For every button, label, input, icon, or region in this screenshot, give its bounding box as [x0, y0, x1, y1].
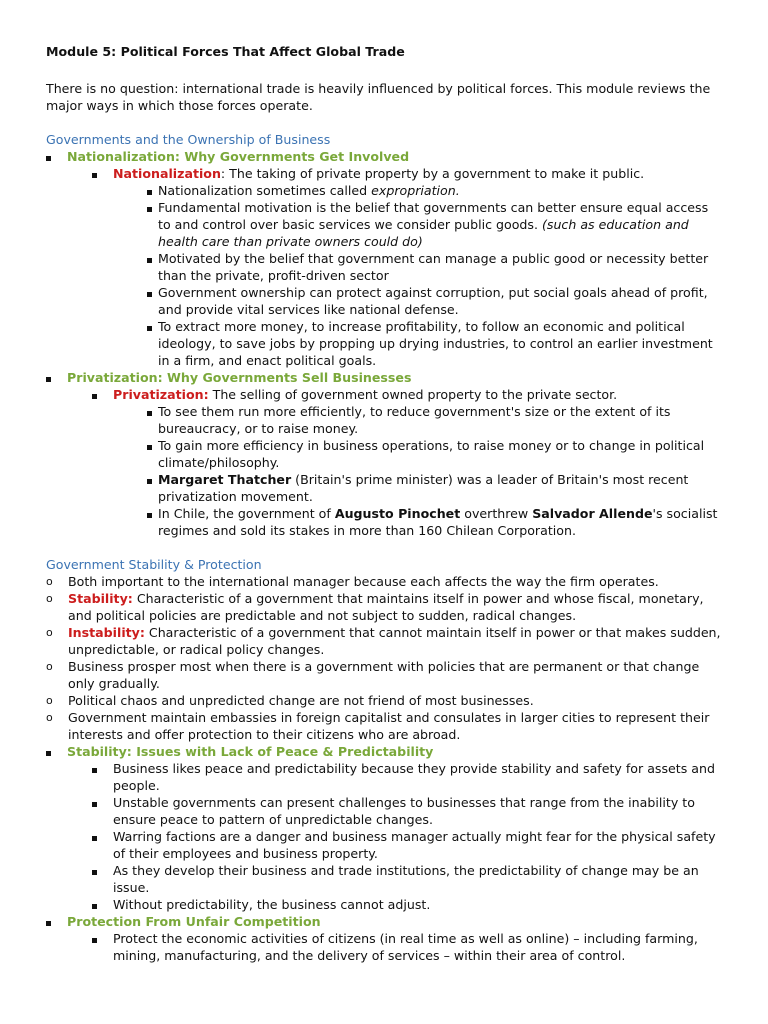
list-item: Business prosper most when there is a government with policies that are permanent or that change: [68, 659, 700, 674]
definition-line: [113, 165, 644, 182]
intro-line: There is no question: international trade is heavily influenced by political forces. This module reviews the: [46, 81, 711, 96]
list-text: to and control over basic services we consider public goods.: [158, 217, 542, 232]
list-item: Political chaos and unpredicted change are not friend of most businesses.: [68, 693, 534, 708]
list-item: Government maintain embassies in foreign capitalist and consulates in larger cities to represent their: [68, 710, 710, 725]
square-bullet-icon: [46, 148, 51, 165]
subsection-heading: Protection From Unfair Competition: [67, 914, 321, 929]
list-text: In Chile, the government of: [158, 506, 335, 521]
square-bullet-icon: [147, 199, 152, 216]
list-item-cont: privatization movement.: [158, 489, 313, 504]
list-item-cont: bureaucracy, or to raise money.: [158, 421, 359, 436]
list-item: Government ownership can protect against corruption, put social goals ahead of profit,: [158, 285, 708, 300]
list-item: Protect the economic activities of citizens (in real time as well as online) – including farming,: [113, 931, 698, 946]
term-instability: Instability:: [68, 625, 145, 640]
definition-text: Characteristic of a government that maintains itself in power and whose fiscal, monetary,: [132, 591, 704, 606]
list-text: (Britain's prime minister) was a leader of Britain's most recent: [291, 472, 689, 487]
list-item-cont: ensure peace to pattern of unpredictable changes.: [113, 812, 433, 827]
list-item: Motivated by the belief that government can manage a public good or necessity better: [158, 251, 709, 266]
definition-text: The selling of government owned property to the private sector.: [208, 387, 618, 402]
circle-bullet-icon: o: [46, 711, 53, 724]
list-item-cont: health care than private owners could do): [158, 234, 423, 249]
square-bullet-icon: [92, 828, 97, 845]
person-name: Salvador Allende: [532, 506, 653, 521]
list-item: Warring factions are a danger and business manager actually might fear for the physical safety: [113, 829, 716, 844]
square-bullet-icon: [92, 896, 97, 913]
square-bullet-icon: [46, 913, 51, 930]
square-bullet-icon: [147, 471, 152, 488]
list-item: [158, 471, 688, 488]
square-bullet-icon: [92, 794, 97, 811]
list-text: Nationalization sometimes called: [158, 183, 372, 198]
square-bullet-icon: [92, 862, 97, 879]
square-bullet-icon: [46, 743, 51, 760]
definition-line: [113, 386, 617, 403]
definition-text: Characteristic of a government that cannot maintain itself in power or that makes sudden,: [144, 625, 721, 640]
list-item-cont: and political policies are predictable and not subject to sudden, radical changes.: [68, 608, 577, 623]
list-item-cont: in a firm, and enact political goals.: [158, 353, 377, 368]
square-bullet-icon: [92, 386, 97, 403]
circle-bullet-icon: o: [46, 592, 53, 605]
list-item: Both important to the international manager because each affects the way the firm operates.: [68, 574, 659, 589]
circle-bullet-icon: o: [46, 694, 53, 707]
definition-line: [68, 624, 721, 641]
intro-line: major ways in which those forces operate.: [46, 98, 313, 113]
list-item-cont: people.: [113, 778, 160, 793]
list-item-cont: than the private, profit-driven sector: [158, 268, 389, 283]
square-bullet-icon: [147, 250, 152, 267]
square-bullet-icon: [147, 505, 152, 522]
list-item: To extract more money, to increase profitability, to follow an economic and political: [158, 319, 685, 334]
person-name: Augusto Pinochet: [334, 506, 461, 521]
list-item: [158, 505, 717, 522]
list-item: Business likes peace and predictability because they provide stability and safety for assets and: [113, 761, 715, 776]
list-item: To see them run more efficiently, to reduce government's size or the extent of its: [158, 404, 671, 419]
square-bullet-icon: [147, 437, 152, 454]
person-name: Margaret Thatcher: [158, 472, 292, 487]
term-nationalization: Nationalization: [113, 166, 221, 181]
list-item-cont: interests and offer protection to their citizens who are abroad.: [68, 727, 461, 742]
list-item-cont: ideology, to save jobs by propping up drying industries, to control an earlier investment: [158, 336, 713, 351]
list-item: Without predictability, the business cannot adjust.: [113, 897, 431, 912]
square-bullet-icon: [147, 182, 152, 199]
list-item-cont: and provide vital services like national defense.: [158, 302, 459, 317]
square-bullet-icon: [147, 318, 152, 335]
list-text-italic: expropriation.: [371, 183, 460, 198]
list-item: As they develop their business and trade institutions, the predictability of change may be an: [113, 863, 699, 878]
subsection-heading: Privatization: Why Governments Sell Businesses: [67, 370, 412, 385]
subsection-heading: Stability: Issues with Lack of Peace & Predictability: [67, 744, 434, 759]
square-bullet-icon: [46, 369, 51, 386]
square-bullet-icon: [92, 760, 97, 777]
section-heading: Government Stability & Protection: [46, 557, 262, 572]
circle-bullet-icon: o: [46, 660, 53, 673]
list-item-cont: regimes and sold its stakes in more than 160 Chilean Corporation.: [158, 523, 576, 538]
list-item: Fundamental motivation is the belief that governments can better ensure equal access: [158, 200, 709, 215]
list-item-cont: issue.: [113, 880, 150, 895]
list-text-italic: (such as education and: [541, 217, 689, 232]
term-privatization: Privatization:: [113, 387, 209, 402]
list-item: Unstable governments can present challenges to businesses that range from the inability to: [113, 795, 695, 810]
definition-text: : The taking of private property by a government to make it public.: [220, 166, 645, 181]
section-heading: Governments and the Ownership of Business: [46, 132, 331, 147]
list-text: overthrew: [460, 506, 533, 521]
square-bullet-icon: [92, 165, 97, 182]
term-stability: Stability:: [68, 591, 133, 606]
list-text: 's socialist: [652, 506, 718, 521]
list-item-cont: climate/philosophy.: [158, 455, 280, 470]
list-item-cont: [158, 216, 689, 233]
circle-bullet-icon: o: [46, 626, 53, 639]
square-bullet-icon: [92, 930, 97, 947]
list-item-cont: unpredictable, or radical policy changes.: [68, 642, 325, 657]
square-bullet-icon: [147, 403, 152, 420]
list-item-cont: mining, manufacturing, and the delivery of services – within their area of control.: [113, 948, 626, 963]
list-item: To gain more efficiency in business operations, to raise money or to change in political: [158, 438, 705, 453]
list-item-cont: of their employees and business property.: [113, 846, 378, 861]
circle-bullet-icon: o: [46, 575, 53, 588]
list-item-cont: only gradually.: [68, 676, 160, 691]
page-title: Module 5: Political Forces That Affect Global Trade: [46, 44, 405, 59]
list-item: [158, 182, 460, 199]
square-bullet-icon: [147, 284, 152, 301]
subsection-heading: Nationalization: Why Governments Get Involved: [67, 149, 410, 164]
definition-line: [68, 590, 704, 607]
